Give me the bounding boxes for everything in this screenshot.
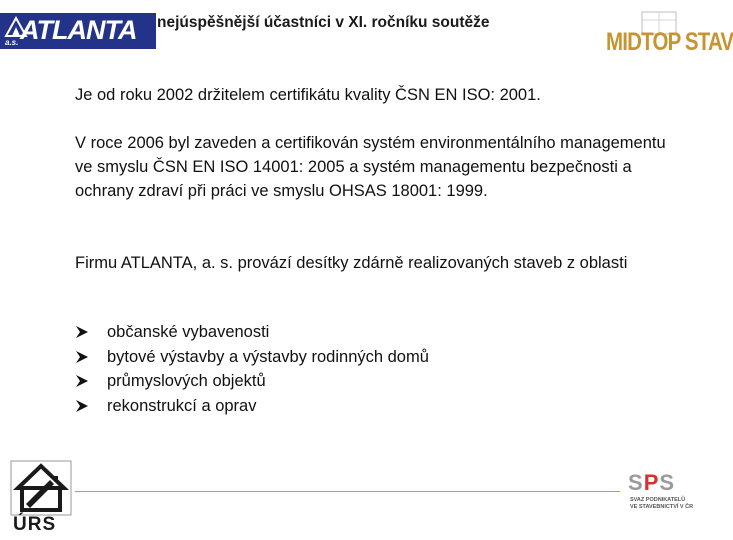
midtop-logo-text: MIDTOP STAV xyxy=(606,28,733,56)
sps-sub-line2: VE STAVEBNICTVÍ V ČR xyxy=(630,504,694,510)
urs-house-icon xyxy=(10,460,72,516)
urs-logo xyxy=(10,460,72,536)
sps-letter-s2: S xyxy=(659,470,676,495)
list-item xyxy=(75,369,429,394)
projects-list xyxy=(75,320,429,418)
list-item-label: průmyslových objektů xyxy=(107,372,266,390)
atlanta-logo xyxy=(0,13,156,49)
sps-letter-p: P xyxy=(643,470,660,495)
paragraph-projects: Firmu ATLANTA, a. s. provází desítky zdárně realizovaných staveb z oblasti xyxy=(75,254,628,272)
list-item-label: občanské vybavenosti xyxy=(107,323,270,341)
sps-logo xyxy=(628,470,710,514)
sps-sub-line1: SVAZ PODNIKATELŮ xyxy=(630,497,686,503)
list-item-label: bytové výstavby a výstavby rodinných domů xyxy=(107,347,429,366)
arrow-bullet-icon xyxy=(75,374,89,388)
paragraph-certification: Je od roku 2002 držitelem certifikátu kvality ČSN EN ISO: 2001. xyxy=(75,86,541,104)
paragraph-management: V roce 2006 byl zaveden a certifikován systém environmentálního managementu ve smyslu ČSN EN ISO 14001: 2005 a systém managementu bezpečnosti a ochrany zdraví při práci ve smyslu OHSAS 18001: 1999. xyxy=(75,134,666,200)
sps-logo-letters xyxy=(628,470,675,496)
urs-logo-text: ÚRS xyxy=(13,514,57,535)
sps-letter-s1: S xyxy=(628,470,644,495)
page-title: nejúspěšnější účastníci v XI. ročníku soutěže xyxy=(157,14,490,31)
list-item xyxy=(75,345,429,370)
list-item-label: rekonstrukcí a oprav xyxy=(107,396,257,415)
list-item xyxy=(75,320,429,345)
footer-divider xyxy=(75,491,620,492)
sps-logo-subtitle xyxy=(630,497,693,511)
atlanta-logo-sub: a.s. xyxy=(5,38,19,47)
midtop-stav-logo xyxy=(604,10,733,58)
arrow-bullet-icon xyxy=(75,350,89,364)
arrow-bullet-icon xyxy=(75,325,89,339)
atlanta-logo-text: ATLANTA xyxy=(20,15,137,45)
arrow-bullet-icon xyxy=(75,399,89,413)
list-item xyxy=(75,394,429,419)
